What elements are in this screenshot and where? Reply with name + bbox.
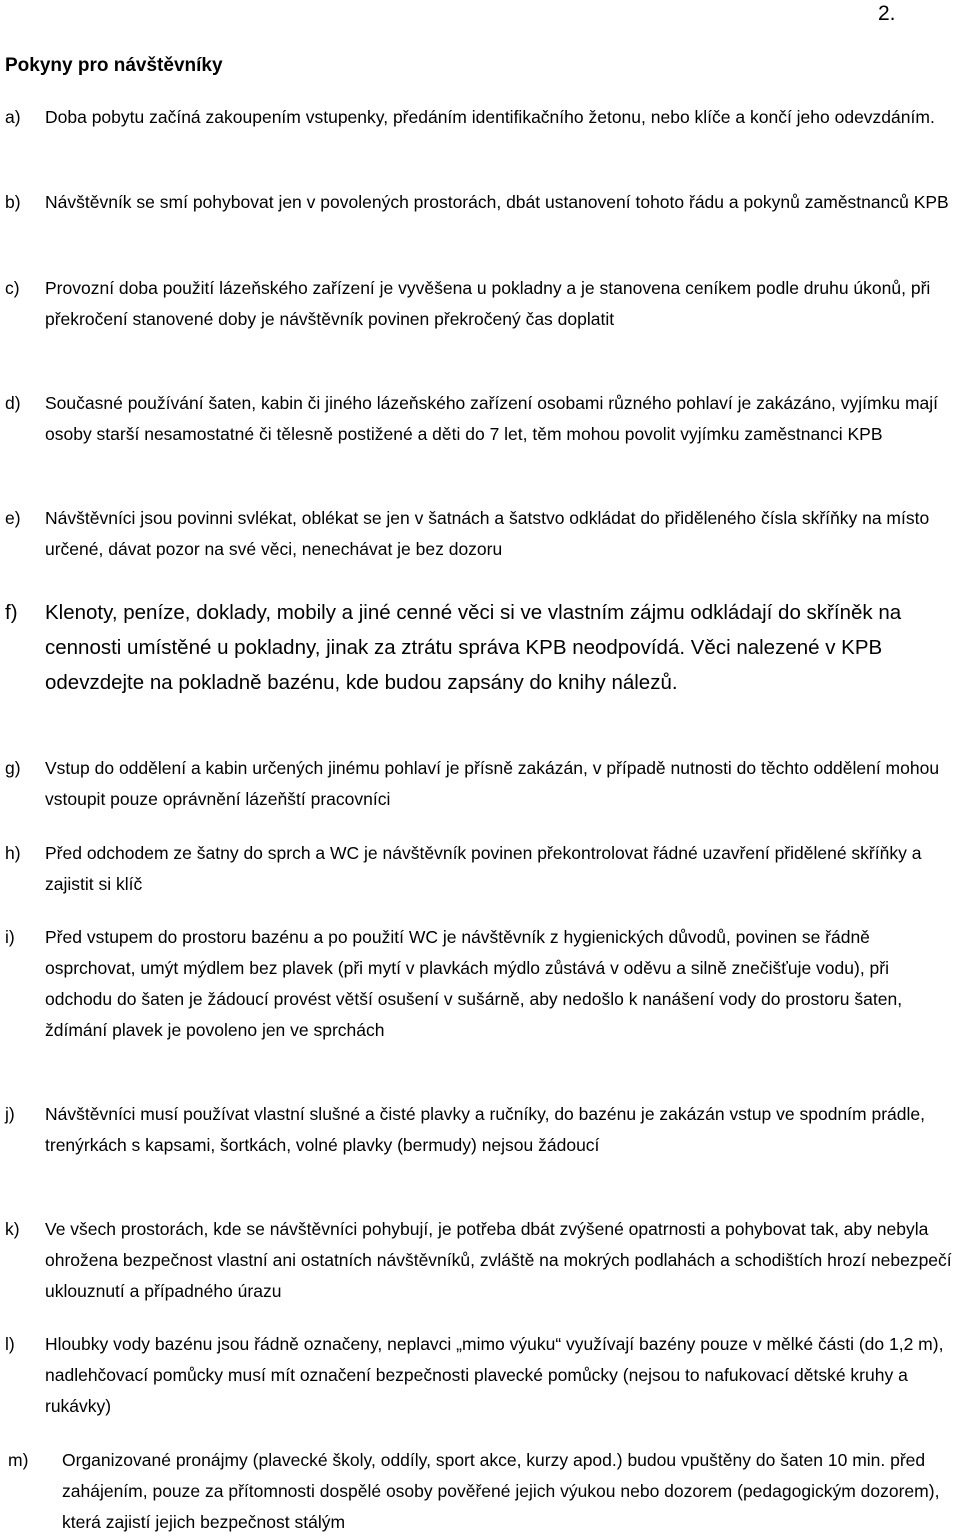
item-letter: f)	[5, 601, 18, 624]
item-letter: b)	[5, 192, 21, 212]
item-letter: d)	[5, 393, 21, 413]
item-text: Před vstupem do prostoru bazénu a po použití WC je návštěvník z hygienických důvodů, povinen se řádně osprchovat, umýt mýdlem bez plavek (při mytí v plavkách mýdlo zůstává v oděvu a silně znečišťuje vodu), při odchodu do šaten je žádoucí provést větší osušení v sušárně, aby nedošlo k nanášení vody do prostoru šaten, ždímání plavek je povoleno jen ve sprchách	[45, 927, 903, 1040]
item-letter: i)	[5, 927, 15, 947]
item-letter: g)	[5, 758, 21, 778]
list-item-e	[5, 503, 955, 565]
item-text: Hloubky vody bazénu jsou řádně označeny, neplavci „mimo výuku“ využívají bazény pouze v mělké části (do 1,2 m), nadlehčovací pomůcky musí mít označení bezpečnosti plavecké pomůcky (nejsou to nafukovací dětské kruhy a rukávky)	[45, 1334, 944, 1416]
list-item-f	[5, 595, 955, 700]
list-item-c	[5, 273, 955, 335]
item-letter: m)	[8, 1450, 29, 1470]
item-text: Ve všech prostorách, kde se návštěvníci pohybují, je potřeba dbát zvýšené opatrnosti a pohybovat tak, aby nebyla ohrožena bezpečnost vlastní ani ostatních návštěvníků, zvláště na mokrých podlahách a schodištích hrozí nebezpečí uklouznutí a případného úrazu	[45, 1219, 952, 1301]
item-text: Provozní doba použití lázeňského zařízení je vyvěšena u pokladny a je stanovena ceníkem podle druhu úkonů, při překročení stanovené doby je návštěvník povinen překročený čas doplatit	[45, 278, 931, 329]
list-item-b	[5, 187, 955, 218]
page-title: Pokyny pro návštěvníky	[5, 55, 223, 76]
item-letter: j)	[5, 1104, 15, 1124]
item-letter: a)	[5, 107, 21, 127]
list-item-h	[5, 838, 955, 900]
page-number: 2.	[878, 2, 896, 25]
item-letter: k)	[5, 1219, 20, 1239]
list-item-m	[5, 1445, 955, 1538]
item-text: Před odchodem ze šatny do sprch a WC je návštěvník povinen překontrolovat řádné uzavření přidělené skříňky a zajistit si klíč	[45, 843, 922, 894]
item-letter: c)	[5, 278, 20, 298]
list-item-d	[5, 388, 955, 450]
list-item-i	[5, 922, 955, 1046]
item-text: Současné používání šaten, kabin či jiného lázeňského zařízení osobami různého pohlaví je zakázáno, vyjímku mají osoby starší nesamostatné či tělesně postižené a děti do 7 let, těm mohou povolit vyjímku zaměstnanci KPB	[45, 393, 939, 444]
list-item-a	[5, 102, 955, 133]
list-item-k	[5, 1214, 955, 1307]
item-letter: l)	[5, 1334, 15, 1354]
item-text: Návštěvníci jsou povinni svlékat, oblékat se jen v šatnách a šatstvo odkládat do přiděleného čísla skříňky na místo určené, dávat pozor na své věci, nenechávat je bez dozoru	[45, 508, 930, 559]
item-letter: e)	[5, 508, 21, 528]
item-text: Vstup do oddělení a kabin určených jinému pohlaví je přísně zakázán, v případě nutnosti do těchto oddělení mohou vstoupit pouze oprávnění lázeňští pracovníci	[45, 758, 940, 809]
list-item-j	[5, 1099, 955, 1161]
list-item-l	[5, 1329, 955, 1422]
item-text: Doba pobytu začíná zakoupením vstupenky, předáním identifikačního žetonu, nebo klíče a končí jeho odevzdáním.	[45, 107, 935, 127]
item-letter: h)	[5, 843, 21, 863]
item-text: Návštěvník se smí pohybovat jen v povolených prostorách, dbát ustanovení tohoto řádu a pokynů zaměstnanců KPB	[45, 192, 949, 212]
item-text: Návštěvníci musí používat vlastní slušné a čisté plavky a ručníky, do bazénu je zakázán vstup ve spodním prádle, trenýrkách s kapsami, šortkách, volné plavky (bermudy) nejsou žádoucí	[45, 1104, 925, 1155]
list-item-g	[5, 753, 955, 815]
item-text: Klenoty, peníze, doklady, mobily a jiné cenné věci si ve vlastním zájmu odkládají do skříněk na cennosti umístěné u pokladny, jinak za ztrátu správa KPB neodpovídá. Věci nalezené v KPB odevzdejte na pokladně bazénu, kde budou zapsány do knihy nálezů.	[45, 601, 902, 694]
item-text: Organizované pronájmy (plavecké školy, oddíly, sport akce, kurzy apod.) budou vpuštěny do šaten 10 min. před zahájením, pouze za přítomnosti dospělé osoby pověřené jejich výukou nebo dozorem (pedagogickým dozorem), která zajistí jejich bezpečnost stálým	[62, 1450, 940, 1532]
